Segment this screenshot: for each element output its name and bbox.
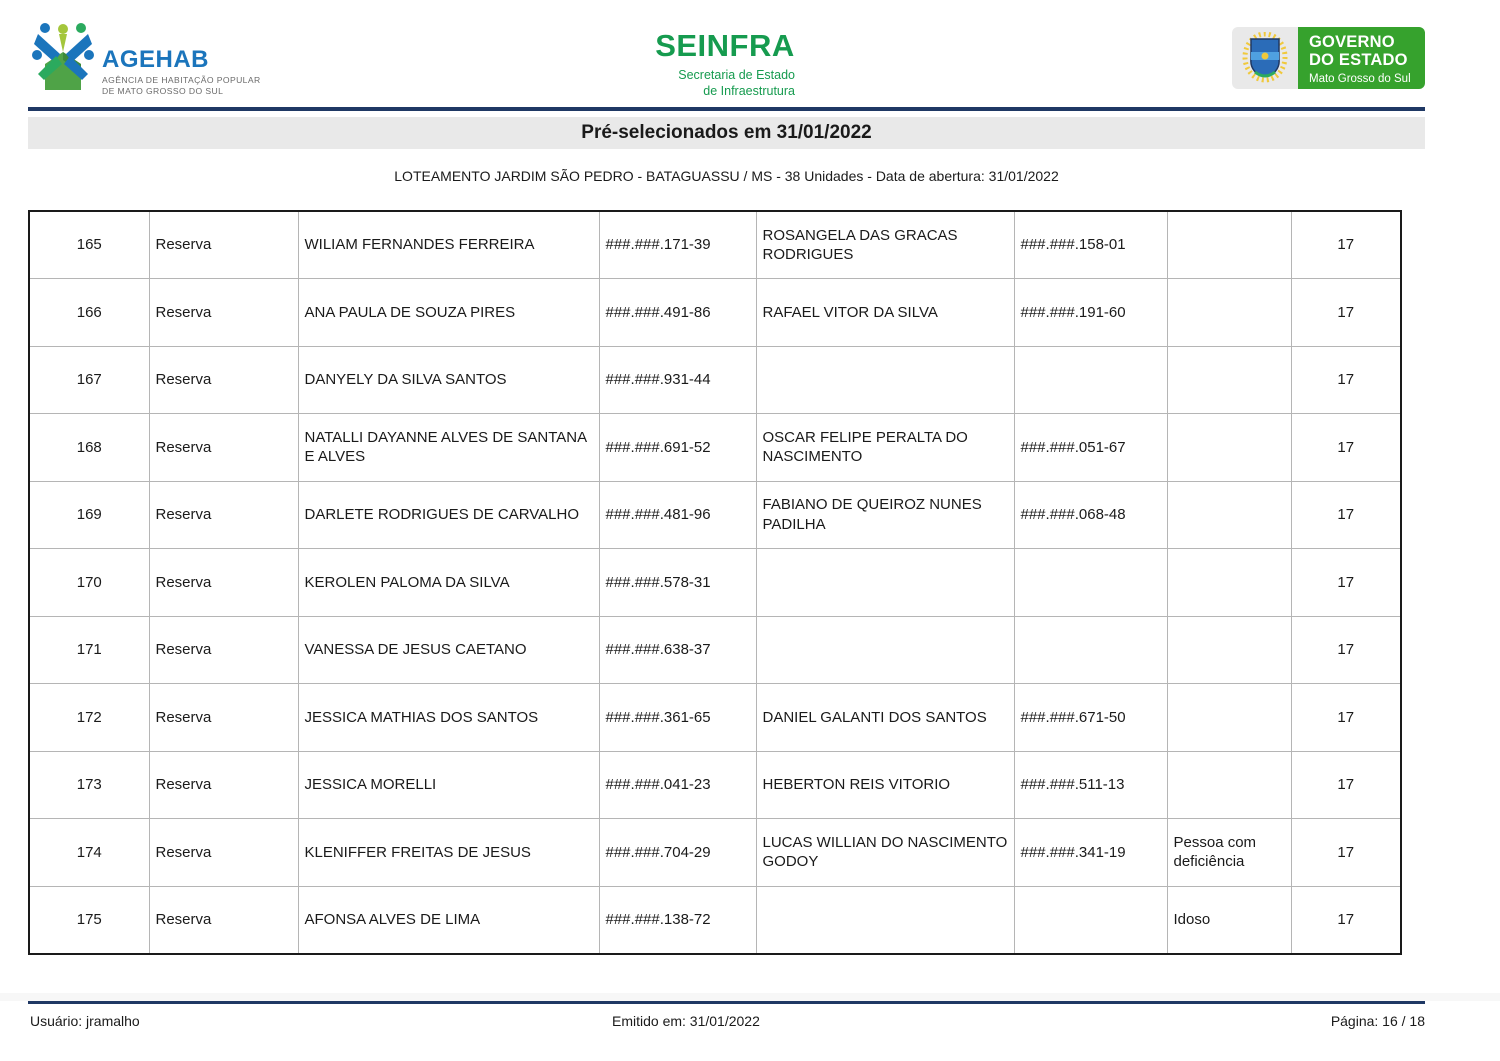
cell-holder-cpf: ###.###.638-37 <box>599 616 756 684</box>
cell-order-number: 170 <box>29 549 149 617</box>
footer-emitted-date: Emitido em: 31/01/2022 <box>612 1013 760 1029</box>
cell-points: 17 <box>1291 346 1401 414</box>
lot-subtitle: LOTEAMENTO JARDIM SÃO PEDRO - BATAGUASSU / MS - 38 Unidades - Data de abertura: 31/01/2022 <box>394 168 1059 184</box>
table-row <box>29 684 1401 752</box>
cell-points: 17 <box>1291 751 1401 819</box>
cell-points: 17 <box>1291 211 1401 279</box>
cell-status: Reserva <box>149 346 298 414</box>
cell-status: Reserva <box>149 886 298 954</box>
cell-spouse-name: HEBERTON REIS VITORIO <box>756 751 1014 819</box>
cell-points: 17 <box>1291 549 1401 617</box>
cell-holder-cpf: ###.###.491-86 <box>599 279 756 347</box>
table-row <box>29 279 1401 347</box>
cell-condition <box>1167 616 1291 684</box>
table-row <box>29 414 1401 482</box>
agehab-logo <box>32 22 261 97</box>
cell-spouse-cpf: ###.###.341-19 <box>1014 819 1167 887</box>
cell-order-number: 174 <box>29 819 149 887</box>
cell-order-number: 167 <box>29 346 149 414</box>
cell-holder-cpf: ###.###.041-23 <box>599 751 756 819</box>
title-bar <box>28 117 1425 149</box>
cell-holder-name: JESSICA MATHIAS DOS SANTOS <box>298 684 599 752</box>
cell-points: 17 <box>1291 684 1401 752</box>
cell-spouse-name <box>756 886 1014 954</box>
table-row <box>29 346 1401 414</box>
cell-spouse-cpf: ###.###.191-60 <box>1014 279 1167 347</box>
cell-status: Reserva <box>149 819 298 887</box>
cell-holder-name: NATALLI DAYANNE ALVES DE SANTANA E ALVES <box>298 414 599 482</box>
cell-status: Reserva <box>149 684 298 752</box>
governo-line-2: DO ESTADO <box>1309 50 1408 69</box>
cell-spouse-cpf <box>1014 886 1167 954</box>
footer-user: Usuário: jramalho <box>30 1013 140 1029</box>
cell-condition <box>1167 549 1291 617</box>
cell-order-number: 169 <box>29 481 149 549</box>
cell-holder-name: VANESSA DE JESUS CAETANO <box>298 616 599 684</box>
cell-holder-cpf: ###.###.138-72 <box>599 886 756 954</box>
cell-points: 17 <box>1291 616 1401 684</box>
cell-order-number: 172 <box>29 684 149 752</box>
cell-spouse-name <box>756 549 1014 617</box>
cell-order-number: 173 <box>29 751 149 819</box>
cell-holder-cpf: ###.###.578-31 <box>599 549 756 617</box>
cell-spouse-name: LUCAS WILLIAN DO NASCIMENTO GODOY <box>756 819 1014 887</box>
cell-holder-cpf: ###.###.361-65 <box>599 684 756 752</box>
cell-spouse-cpf <box>1014 616 1167 684</box>
agehab-tagline-2: DE MATO GROSSO DO SUL <box>102 85 224 96</box>
cell-status: Reserva <box>149 279 298 347</box>
cell-spouse-cpf <box>1014 549 1167 617</box>
cell-spouse-cpf: ###.###.158-01 <box>1014 211 1167 279</box>
cell-order-number: 166 <box>29 279 149 347</box>
cell-spouse-name: DANIEL GALANTI DOS SANTOS <box>756 684 1014 752</box>
cell-condition <box>1167 211 1291 279</box>
cell-order-number: 165 <box>29 211 149 279</box>
cell-holder-name: KLENIFFER FREITAS DE JESUS <box>298 819 599 887</box>
cell-points: 17 <box>1291 481 1401 549</box>
cell-points: 17 <box>1291 279 1401 347</box>
cell-spouse-cpf: ###.###.671-50 <box>1014 684 1167 752</box>
cell-status: Reserva <box>149 211 298 279</box>
cell-condition <box>1167 414 1291 482</box>
cell-spouse-cpf: ###.###.511-13 <box>1014 751 1167 819</box>
cell-order-number: 168 <box>29 414 149 482</box>
cell-spouse-cpf <box>1014 346 1167 414</box>
cell-points: 17 <box>1291 886 1401 954</box>
table-row <box>29 616 1401 684</box>
cell-status: Reserva <box>149 751 298 819</box>
cell-holder-cpf: ###.###.704-29 <box>599 819 756 887</box>
governo-do-estado-logo <box>1232 27 1425 89</box>
cell-holder-name: ANA PAULA DE SOUZA PIRES <box>298 279 599 347</box>
cell-condition <box>1167 684 1291 752</box>
cell-condition <box>1167 481 1291 549</box>
seinfra-wordmark: SEINFRA <box>655 28 795 63</box>
page-title: Pré-selecionados em 31/01/2022 <box>581 122 872 143</box>
cell-spouse-cpf: ###.###.068-48 <box>1014 481 1167 549</box>
table-row <box>29 549 1401 617</box>
cell-status: Reserva <box>149 414 298 482</box>
cell-holder-name: KEROLEN PALOMA DA SILVA <box>298 549 599 617</box>
cell-spouse-name: RAFAEL VITOR DA SILVA <box>756 279 1014 347</box>
cell-holder-name: AFONSA ALVES DE LIMA <box>298 886 599 954</box>
governo-line-1: GOVERNO <box>1309 33 1395 51</box>
coat-of-arms-icon <box>1232 27 1298 89</box>
table-row <box>29 211 1401 279</box>
cell-spouse-name: FABIANO DE QUEIROZ NUNES PADILHA <box>756 481 1014 549</box>
cell-holder-cpf: ###.###.481-96 <box>599 481 756 549</box>
agehab-wordmark: AGEHAB <box>102 46 210 73</box>
cell-status: Reserva <box>149 616 298 684</box>
cell-holder-name: WILIAM FERNANDES FERREIRA <box>298 211 599 279</box>
agehab-tagline-1: AGÊNCIA DE HABITAÇÃO POPULAR <box>102 75 261 85</box>
cell-holder-name: DANYELY DA SILVA SANTOS <box>298 346 599 414</box>
cell-holder-cpf: ###.###.691-52 <box>599 414 756 482</box>
footer-divider-line <box>28 1001 1425 1004</box>
cell-condition <box>1167 279 1291 347</box>
content-end-strip <box>0 993 1500 1001</box>
cell-condition <box>1167 346 1291 414</box>
cell-condition <box>1167 751 1291 819</box>
cell-points: 17 <box>1291 414 1401 482</box>
governo-line-3: Mato Grosso do Sul <box>1309 72 1411 85</box>
cell-status: Reserva <box>149 549 298 617</box>
cell-condition: Pessoa com deficiência <box>1167 819 1291 887</box>
cell-condition: Idoso <box>1167 886 1291 954</box>
table-row <box>29 751 1401 819</box>
seinfra-tagline-2: de Infraestrutura <box>703 84 795 99</box>
seinfra-tagline-1: Secretaria de Estado <box>678 68 795 82</box>
table-row <box>29 886 1401 954</box>
cell-order-number: 175 <box>29 886 149 954</box>
table-row <box>29 481 1401 549</box>
cell-holder-name: JESSICA MORELLI <box>298 751 599 819</box>
footer-page-number: Página: 16 / 18 <box>1330 1013 1425 1029</box>
cell-holder-name: DARLETE RODRIGUES DE CARVALHO <box>298 481 599 549</box>
table-row <box>29 819 1401 887</box>
cell-order-number: 171 <box>29 616 149 684</box>
cell-spouse-name: ROSANGELA DAS GRACAS RODRIGUES <box>756 211 1014 279</box>
cell-points: 17 <box>1291 819 1401 887</box>
cell-spouse-cpf: ###.###.051-67 <box>1014 414 1167 482</box>
cell-holder-cpf: ###.###.171-39 <box>599 211 756 279</box>
cell-spouse-name <box>756 346 1014 414</box>
cell-spouse-name <box>756 616 1014 684</box>
agehab-house-icon <box>32 22 94 97</box>
header-divider-line <box>28 107 1425 111</box>
preselected-table <box>28 210 1402 955</box>
cell-spouse-name: OSCAR FELIPE PERALTA DO NASCIMENTO <box>756 414 1014 482</box>
cell-status: Reserva <box>149 481 298 549</box>
seinfra-logo <box>655 30 795 100</box>
cell-holder-cpf: ###.###.931-44 <box>599 346 756 414</box>
